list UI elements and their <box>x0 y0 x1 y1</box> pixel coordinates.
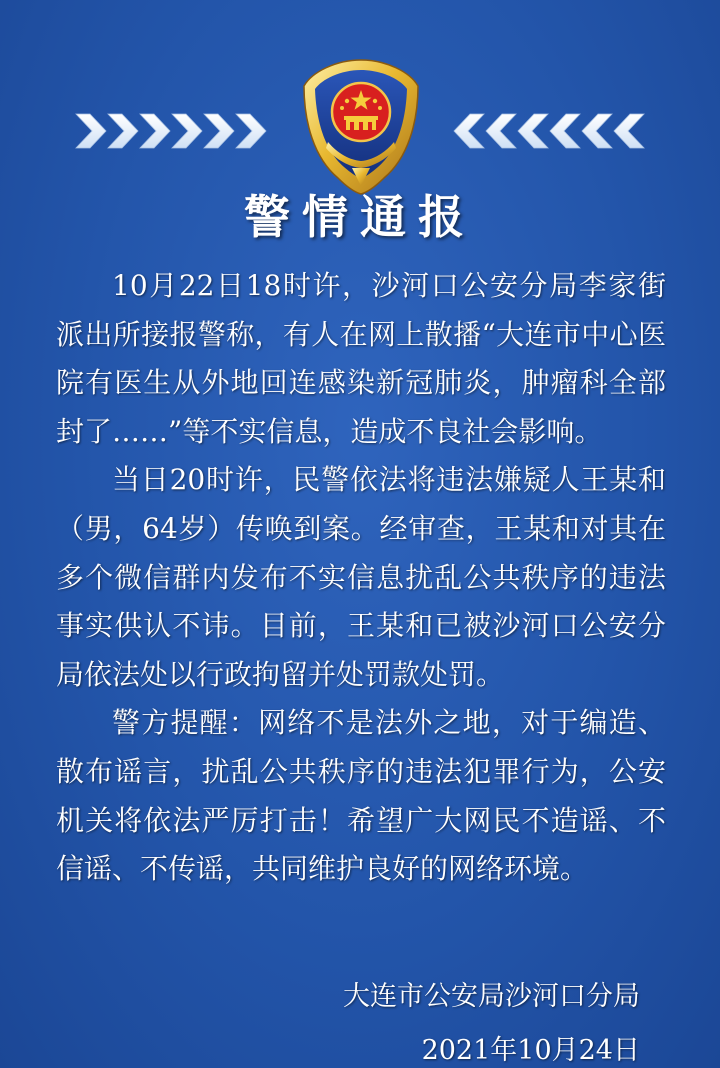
signature-block <box>343 970 640 1068</box>
signature-date: 2021年10月24日 <box>421 1035 640 1066</box>
notice-paragraph: 10月22日18时许，沙河口公安分局李家街派出所接报警称，有人在网上散播“大连市中心医院有医生从外地回连感染新冠肺炎，肿瘤科全部封了……”等不实信息，造成不良社会影响。 <box>56 269 666 448</box>
notice-title: 警情通报 <box>244 190 476 244</box>
notice-paragraph: 警方提醒：网络不是法外之地，对于编造、散布谣言，扰乱公共秩序的违法犯罪行为，公安机关将依法严厉打击！希望广大网民不造谣、不信谣、不传谣，共同维护良好的网络环境。 <box>56 706 666 886</box>
notice-body <box>56 262 666 894</box>
police-emblem-icon <box>298 56 424 196</box>
notice-paragraph: 当日20时许，民警依法将违法嫌疑人王某和（男，64岁）传唤到案。经审查，王某和对其在多个微信群内发布不实信息扰乱公共秩序的违法事实供认不讳。目前，王某和已被沙河口公安分局依法处以行政拘留并处罚款处罚。 <box>56 463 666 691</box>
signature-org: 大连市公安局沙河口分局 <box>343 981 640 1012</box>
chevrons-right-icon <box>72 110 268 152</box>
chevrons-left-icon <box>452 110 648 152</box>
